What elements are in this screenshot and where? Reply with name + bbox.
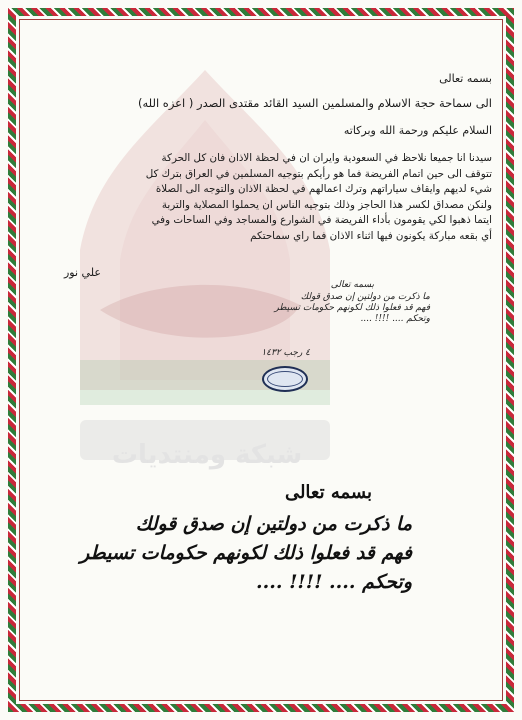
letter-greeting: السلام عليكم ورحمة الله وبركاته [343, 124, 492, 137]
body-line: أي بقعه مباركة يكونون فيها اثناء الاذان فما راي سماحتكم [250, 229, 492, 242]
small-reply-block [274, 292, 430, 325]
body-line: سيدنا انا جميعا نلاحظ في السعودية وايران ان في لحظة الاذان فان كل الحركة [161, 152, 492, 164]
body-line: شيء لديهم وايقاف سياراتهم وترك اعمالهم في لحظة الاذان والتوجه الى الصلاة [155, 183, 492, 196]
large-reply-heading: بسمه تعالى [284, 482, 372, 503]
large-reply-block [80, 510, 412, 597]
official-seal [262, 366, 308, 392]
letter-addressee: الى سماحة حجة الاسلام والمسلمين السيد القائد مقتدى الصدر ( اعزه الله) [137, 96, 492, 110]
letter-signature: علي نور [64, 266, 101, 279]
small-reply-line: فهم قد فعلوا ذلك لكونهم حكومات تسيطر [274, 303, 430, 313]
body-line: تتوقف الى حين اتمام الفريضة فما هو رأيكم بتوجيه المسلمين في العراق بترك كل [145, 167, 492, 180]
small-reply-heading: بسمه تعالى [330, 280, 374, 290]
body-line: ايتما ذهبوا لكي يقومون بأداء الفريضة في الشوارع والمساجد وفي الساحات وفي [151, 214, 492, 227]
watermark-text: شبكة ومنتديات [111, 440, 303, 470]
large-reply-line: وتحكم .... !!!! .... [256, 571, 412, 593]
small-reply-line: وتحكم .... !!!! .... [360, 314, 430, 324]
large-reply-line: ما ذكرت من دولتين إن صدق قولك [135, 513, 412, 535]
letter-opening: بسمه تعالى [439, 72, 492, 85]
body-line: ولنكن مصداق لكسر هذا الحاجز وذلك بتوجيه الناس ان يحملوا المصلاية والتربة [161, 198, 492, 211]
large-reply-line: فهم قد فعلوا ذلك لكونهم حكومات تسيطر [80, 542, 412, 564]
small-reply-line: ما ذكرت من دولتين إن صدق قولك [300, 292, 430, 302]
reply-date: ٤ رجب ١٤٣٢ [261, 348, 310, 358]
letter-body [24, 151, 492, 245]
